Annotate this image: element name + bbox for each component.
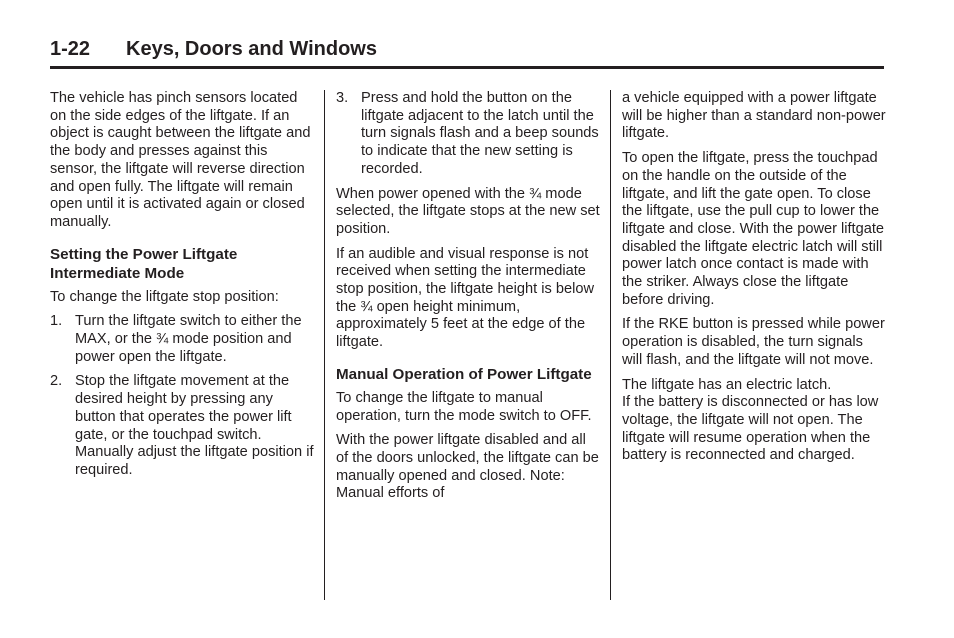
page-header — [50, 38, 884, 69]
pinch-sensor-paragraph: The vehicle has pinch sensors located on the side edges of the liftgate. If an object is caught between the liftgate and the body and presses against this sensor, the liftgate will reverse direction and open fully. The liftgate will remain open until it is activated again or closed manually. — [50, 90, 311, 230]
step-number: 1. — [50, 313, 63, 330]
manual-operation-heading: Manual Operation of Power Liftgate — [336, 365, 592, 383]
manual-operation-paragraph: To change the liftgate to manual operation, turn the mode switch to OFF. — [336, 389, 592, 424]
list-item — [336, 90, 601, 179]
step-text: Stop the liftgate movement at the desired height by pressing any button that operates the power lift gate, or the touchpad switch. Manually adjust the liftgate position if required. — [75, 373, 314, 478]
section-title: Keys, Doors and Windows — [126, 38, 377, 60]
list-item — [50, 373, 315, 479]
step-text: Turn the liftgate switch to either the MAX, or the ¾ mode position and power open the liftgate. — [75, 313, 302, 365]
step-number: 3. — [336, 90, 349, 106]
electric-latch-paragraph — [622, 377, 887, 466]
column-3 — [622, 90, 887, 472]
rke-button-paragraph: If the RKE button is pressed while power operation is disabled, the turn signals will flash, and the liftgate will not move. — [622, 316, 885, 368]
column-2 — [336, 90, 601, 510]
manual-effort-paragraph: a vehicle equipped with a power liftgate will be higher than a standard non-power liftgate. — [622, 90, 886, 142]
column-divider — [324, 90, 325, 600]
power-open-paragraph: When power opened with the ¾ mode selected, the liftgate stops at the new set position. — [336, 185, 600, 237]
open-liftgate-paragraph: To open the liftgate, press the touchpad on the handle on the outside of the liftgate, and lift the gate open. To close the liftgate, use the pull cup to lower the liftgate and close. With the power liftgate disabled the liftgate electric latch will still power latch once contact is made with the striker. Always close the liftgate before driving. — [622, 150, 885, 308]
step-text: Press and hold the button on the liftgate adjacent to the latch until the turn signals flash and a beep sounds to indicate that the new setting is recorded. — [361, 90, 599, 177]
column-divider — [610, 90, 611, 600]
disabled-liftgate-paragraph: With the power liftgate disabled and all of the doors unlocked, the liftgate can be manually opened and closed. Note: Manual efforts of — [336, 432, 599, 502]
steps-list-continued — [336, 90, 601, 179]
step-number: 2. — [50, 373, 63, 390]
list-item — [50, 313, 315, 366]
audible-response-paragraph: If an audible and visual response is not received when setting the intermediate stop position, the liftgate height is below the ¾ open height minimum, approximately 5 feet at the edge of the liftgate. — [336, 245, 594, 351]
stop-position-lead: To change the liftgate stop position: — [50, 288, 279, 305]
page-number: 1-22 — [50, 38, 91, 60]
electric-latch-sentence: The liftgate has an electric latch. — [622, 376, 832, 393]
battery-sentence: If the battery is disconnected or has low voltage, the liftgate will not open. The liftgate will resume operation when the battery is reconnected and charged. — [622, 394, 879, 464]
steps-list — [50, 313, 315, 479]
column-1 — [50, 90, 315, 487]
intermediate-mode-heading: Setting the Power Liftgate Intermediate Mode — [50, 245, 238, 282]
